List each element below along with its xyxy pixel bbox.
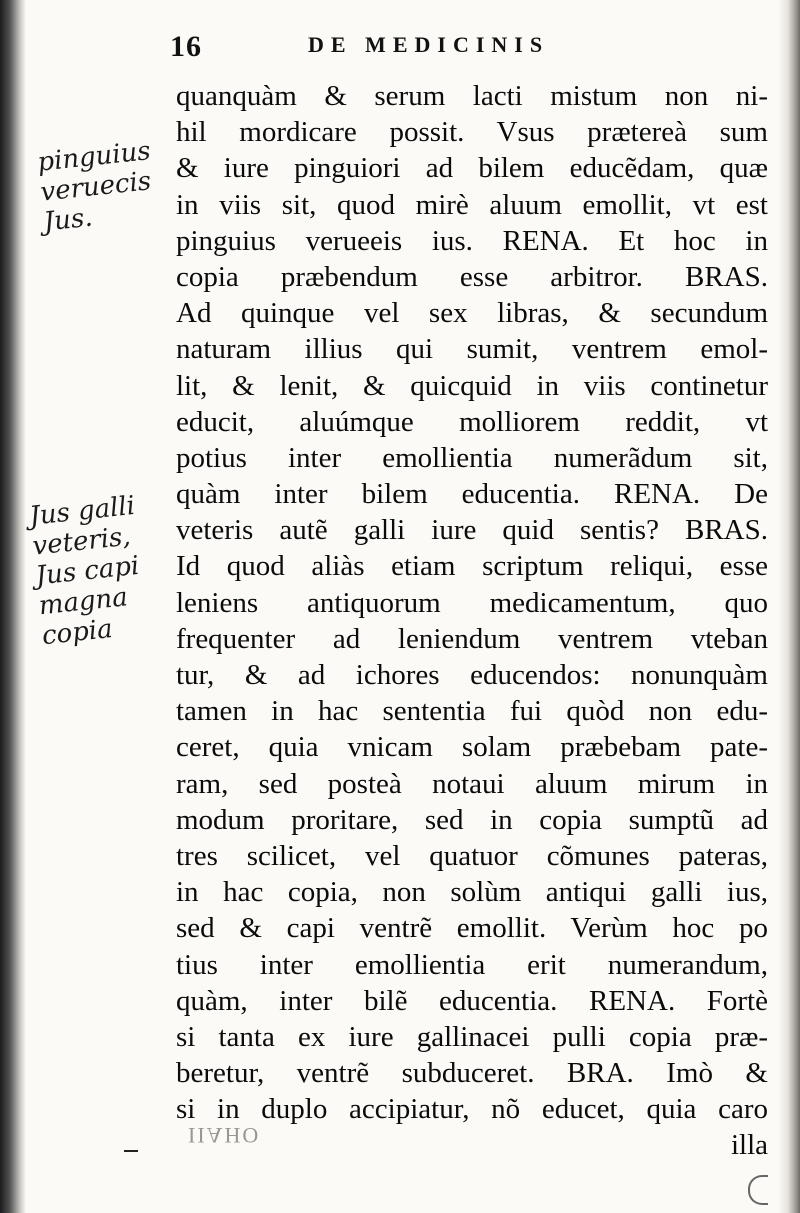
text-line: educit, aluúmque molliorem reddit, vt [176,405,768,438]
margin-note-line: magna [37,582,130,622]
page-number: 16 [170,30,202,63]
margin-note-line: Jus galli [28,490,137,532]
text-line: quàm, inter bilẽ educentia. RENA. Fortè [176,984,768,1017]
catchword: illa [730,1129,768,1162]
text-line: si in duplo accipiatur, nõ educet, quia caro [176,1093,768,1126]
text-line: frequenter ad leniendum ventrem vteban [176,622,768,655]
binding-shadow [0,0,26,1213]
text-line: in viis sit, quod mirè aluum emollit, vt est [176,188,768,221]
text-line: potius inter emollientia numerãdum sit, [176,441,768,474]
text-line: sed & capi ventrẽ emollit. Verùm hoc po [176,912,768,945]
show-through-text: IIAHO [188,1123,261,1148]
text-line: in hac copia, non solùm antiqui galli ius, [176,876,768,909]
margin-note-line: copia [40,613,114,652]
page-header [170,30,770,66]
running-title: DE MEDICINIS [308,32,550,57]
text-line: tius inter emollientia erit numerandum, [176,948,768,981]
text-line: si tanta ex iure gallinacei pulli copia præ- [176,1020,768,1053]
text-line: veteris autẽ galli iure quid sentis? BRAS. [176,514,768,547]
margin-note-line: veruecis [39,166,153,208]
text-line: hil mordicare possit. Vsus prætereà sum [176,116,768,149]
text-line: quanquàm & serum lacti mistum non ni- [176,80,768,112]
text-line: lit, & lenit, & quicquid in viis continetur [176,369,768,402]
signature-mark [124,1150,138,1152]
text-line: naturam illius qui sumit, ventrem emol- [176,333,768,366]
body-text [176,78,768,1164]
text-line: tamen in hac sententia fui quòd non edu- [176,695,768,728]
margin-note-pinguius [36,136,158,237]
text-line: pinguius verueeis ius. RENA. Et hoc in [176,224,768,257]
margin-note-jus-galli [28,491,149,651]
text-line: leniens antiquorum medicamentum, quo [176,586,768,619]
text-line: ram, sed posteà notaui aluum mirum in [176,767,768,800]
margin-note-line: Jus capi [34,550,141,592]
text-line: & iure pinguiori ad bilem educẽdam, quæ [176,152,768,185]
text-line: tres scilicet, vel quatuor cõmunes pateras, [176,839,768,872]
text-line: modum proritare, sed in copia sumptũ ad [176,803,768,836]
text-line: tur, & ad ichores educendos: nonunquàm [176,659,768,691]
text-line: Ad quinque vel sex libras, & secundum [176,297,768,330]
corner-mark [748,1175,768,1205]
text-line: quàm inter bilem educentia. RENA. De [176,478,768,511]
margin-note-line: pinguius [36,136,153,178]
text-line: beretur, ventrẽ subduceret. BRA. Imò & [176,1057,768,1090]
margin-note-line: Jus. [42,202,94,238]
text-line: Id quod aliàs etiam scriptum reliqui, esse [176,550,768,583]
margin-note-line: veteris, [31,521,132,562]
text-line: ceret, quia vnicam solam præbebam pate- [176,731,768,764]
page-edge [778,0,800,1213]
text-line: copia præbendum esse arbitror. BRAS. [176,260,768,293]
